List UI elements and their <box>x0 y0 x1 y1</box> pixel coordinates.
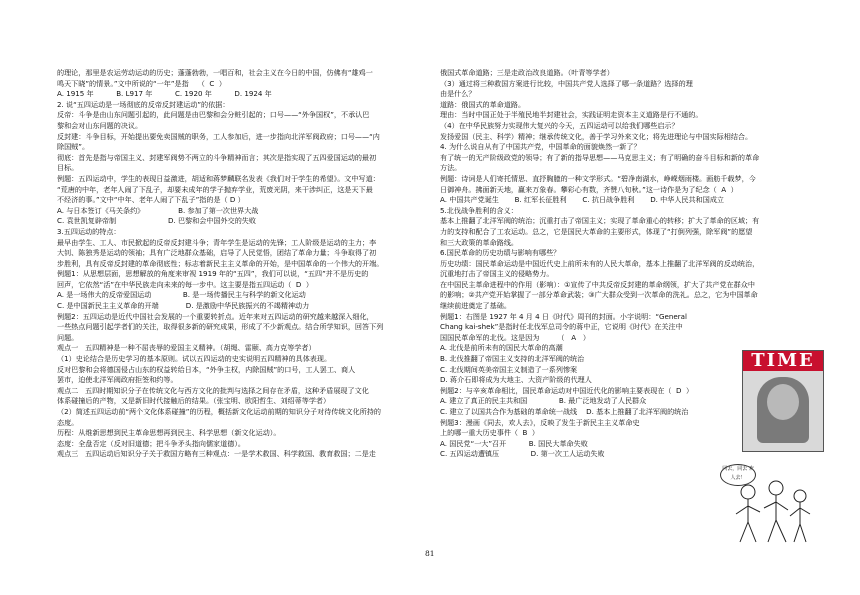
text-line: A. 1915 年 B. L917 年 C. 1920 年 D. 1924 年 <box>57 89 272 99</box>
text-line: 沉重地打击了帝国主义的侵略势力。 <box>440 269 554 279</box>
text-line: 日御神舟。拂面新天地，赢来万象春。攀彩心有数，齐赞八旬秋。”这一诗作是为了纪念（ A ） <box>440 184 738 194</box>
text-line: 彻底：首先是指与帝国主义、封建军阀势不两立的斗争精神而言；其次是指实现了五四爱国运动的最初 <box>57 152 377 162</box>
time-magazine-cover-image <box>742 350 824 452</box>
text-line: C. 是中国新民主主义革命的开端 D. 是激励中华民族振兴的不竭精神动力 <box>57 301 310 311</box>
text-line: 历程：从维新思想到民主革命思想再到民主、科学思想（新文化运动）。 <box>57 428 281 438</box>
text-line: 的影响；②共产党开始掌握了一部分革命武装；③广大群众受到一次革命的洗礼。总之，它为中国革命 <box>440 290 758 300</box>
text-line: 观点三 五四运动后知识分子关于救国方略有三种观点：一是学术救国、科学救国、教育救国；二是走 <box>57 449 376 459</box>
text-line: 罢市，迫使北洋军阀政府拒签和约等。 <box>57 375 178 385</box>
text-line: 有了统一的无产阶级政党的领导；有了新的指导思想——马克思主义；有了明确的奋斗目标和新的革命 <box>440 152 760 162</box>
text-line: 例题2：五四运动是近代中国社会发展的一个重要转折点。近年来对五四运动的研究越来越深入细化， <box>57 311 374 321</box>
text-line: 俄国式革命道路；三是走政治改良道路。（叶青等学者） <box>440 68 614 77</box>
text-line: （2）简述五四运动前“两个文化体系碰撞”的历程，概括新文化运动前期的知识分子对待传统文化所持的 <box>57 407 381 416</box>
text-line: 目标。 <box>57 163 79 173</box>
text-line: 的理论，那里是农运劳动运动的历史；蓬蓬勃勃，一唱百和，社会主义在今日的中国，仿佛有“雄鸡一 <box>57 68 373 77</box>
text-line: C. 袁世凯复辟帝制 D. 巴黎和会中国外交的失败 <box>57 216 256 226</box>
text-line: A. 建立了真正的民主共和国 B. 最广泛地发动了人民群众 <box>440 396 647 406</box>
text-line: 由是什么？ <box>440 89 476 99</box>
text-line: 反对巴黎和会将德国侵占山东的权益转给日本，“外争主权，内除国贼”的口号，工人罢工、商人 <box>57 364 356 374</box>
portrait-face <box>767 384 799 420</box>
text-line: 发扬爱国（民主、科学）精神；继承传统文化，善于学习外来文化；将先进理论与中国实际相结合。 <box>440 131 753 141</box>
text-line: （3）通过将三种救国方案进行比较，中国共产党人选择了哪一条道路？选择的理 <box>440 78 693 88</box>
text-line: 反封建：斗争目标，开始提出要免卖国贼的职务，工人参加后，进一步指向北洋军阀政府；口号——“内 <box>57 131 380 141</box>
cartoon-image <box>708 462 818 548</box>
text-line: 不经济的事。”文中“中年、老年人闹了下乱子”指的是（ D ） <box>57 195 245 205</box>
text-line: B. 北伐推翻了帝国主义支持的北洋军阀的统治 <box>440 354 585 364</box>
text-line: 道路：俄国式的革命道路。 <box>440 99 526 109</box>
left-column <box>57 68 427 460</box>
text-line: C. 五四运动遭镇压 D. 第一次工人运动失败 <box>440 449 605 459</box>
text-line: “荒唐的中年，老年人闹了下乱子，却要未成年的学子抛弃学业，荒废光阴，来干涉纠正，这是天下最 <box>57 184 373 194</box>
text-line: 3.五四运动的特点： <box>57 226 121 236</box>
text-line: C. 北伐期间英美帝国主义制造了一系列惨案 <box>440 364 578 374</box>
text-line: 例题1：右图是 1927 年 4 月 4 日《时代》周刊的封面。小字说明：“General <box>440 311 688 321</box>
text-line: 黎和会对山东问题的决议。 <box>57 120 143 130</box>
text-line: 在中国民主革命进程中的作用（影响）：①宣传了中共反帝反封建的革命纲领，扩大了共产党在群众中 <box>440 279 755 289</box>
text-line: 和三大政策的革命路线。 <box>440 237 519 247</box>
text-line: 鸣天下晓”的情景。”文中所说的“一年”是指 （ C ） <box>57 78 226 88</box>
text-line: 力的支持和配合了工农运动。总之，它是国民大革命的主要形式，体现了“打倒列强，除军阀”的愿望 <box>440 226 753 236</box>
page-number: 81 <box>425 549 435 558</box>
text-line: 4. 为什么说自从有了中国共产党，中国革命的面貌焕然一新了？ <box>440 142 641 152</box>
text-line: 6.国民革命的历史功绩与影响有哪些？ <box>440 248 561 258</box>
text-line: 态度。 <box>57 417 79 427</box>
text-line: 例题：诗词是人们寄托情思、直抒胸臆的一种文学形式。“碧净南湖水，峥嵘烟雨楼。画舫千载梦，今 <box>440 173 756 183</box>
text-line: 例题2：与辛亥革命相比，国民革命运动对中国近代化的影响主要表现在（ D ） <box>440 385 694 395</box>
text-line: A. 与日本签订《马关条约》 B. 参加了第一次世界大战 <box>57 205 259 215</box>
text-line: A. 是一场伟大的反帝爱国运动 B. 是一场传播民主与科学的新文化运动 <box>57 290 306 300</box>
text-line: 理由：当时中国正处于半殖民地半封建社会，实践证明走资本主义道路是行不通的。 <box>440 110 703 120</box>
text-line: （4）在中华民族努力实现伟大复兴的今天，五四运动可以给我们哪些启示？ <box>440 120 679 130</box>
text-line: 一些热点问题引起学者们的关注，取得很多新的研究成果，形成了不少新观点。结合所学知识，回答下列 <box>57 322 384 332</box>
text-line: A. 国民党“一大”召开 B. 国民大革命失败 <box>440 438 588 448</box>
text-line: 反帝：斗争是由山东问题引起的，此问题是由巴黎和会分赃引起的；口号——“外争国权”，不承认巴 <box>57 110 370 120</box>
text-line: 方法。 <box>440 163 462 173</box>
text-line: D. 蒋介石即将成为大地主、大资产阶级的代理人 <box>440 375 592 385</box>
text-line: 国国民革命军的北伐。这是因为 （ A ） <box>440 332 590 342</box>
text-line: 观点二 五四时期知识分子在传统文化与西方文化的批判与选择之间存在矛盾，这种矛盾展现了文化 <box>57 385 369 395</box>
text-line: 2. 说“五四运动是一场彻底的反帝反封建运动”的依据： <box>57 99 230 109</box>
text-line: 例题1：从思想层面，思想解放的角度来审视 1919 年的“五四”，我们可以说，“五四”并不是历史的 <box>57 269 369 279</box>
text-line: 问题。 <box>57 332 79 342</box>
time-masthead: TIME <box>743 351 823 371</box>
text-line: 大钊、陈独秀是运动的领袖；具有广泛地群众基础，启导了人民觉悟，团结了革命力量；斗争取得了初 <box>57 248 377 258</box>
text-line: 继续前进奠定了基础。 <box>440 301 511 311</box>
text-line: 基本上推翻了北洋军阀的统治；沉重打击了帝国主义；实现了革命重心的转移；扩大了革命的区域；有 <box>440 216 760 226</box>
text-line: 体系碰撞后的产物，又是新旧时代接触后的结果。（张宝明、欧阳哲生、刘绍蒂等学者） <box>57 396 331 406</box>
text-line: A. 北伐是前所未有的国民大革命的高潮 <box>440 343 563 353</box>
text-line: A. 中国共产党诞生 B. 红军长征胜利 C. 抗日战争胜利 D. 中华人民共和国成立 <box>440 195 725 205</box>
text-line: 历史功绩：国民革命运动是中国近代史上前所未有的人民大革命，基本上推翻了北洋军阀的反动统治， <box>440 258 760 268</box>
text-line: 回声，它依然“活”在中华民族走向未来的每一步中。这主要是指五四运动（ D ） <box>57 279 313 289</box>
text-line: 上的哪一重大历史事件（ B ） <box>440 428 540 438</box>
text-line: （1）史论结合是历史学习的基本原则。试以五四运动的史实说明五四精神的具体表现。 <box>57 354 332 364</box>
cartoon-speech-bubble: 同去，同去 欢人去！ <box>720 464 756 486</box>
text-line: C. 建立了以国共合作为基础的革命统一战线 D. 基本上推翻了北洋军阀的统治 <box>440 407 689 416</box>
text-line: 除国贼”。 <box>57 142 90 152</box>
text-line: 例题3：漫画《同去，欢人去》，反映了发生于新民主主义革命史 <box>440 417 640 427</box>
text-line: 步胜利，具有反帝反封建的革命彻底性；标志着新民主主义革命的开始，是中国革命的一个伟大的开端。 <box>57 258 384 268</box>
text-line: 态度：全盘否定（反对旧道德；把斗争矛头指向儒家道德）。 <box>57 438 245 448</box>
text-line: Chang kai-shek”是指时任北伐军总司令的蒋中正，它说明《时代》在关注中 <box>440 322 683 332</box>
text-line: 例题：五四运动中，学生的表现日益激进，胡适和蒋梦麟联名发表《我们对于学生的希望》。文中写道： <box>57 173 380 183</box>
text-line: 观点一 五四精神是一种不屈丧辱的爱国主义精神。（胡绳、雷颐、高力克等学者） <box>57 343 316 353</box>
text-line: 最早由学生、工人、市民掀起的反帝反封建斗争；青年学生是运动的先锋；工人阶级是运动的主力；李 <box>57 237 377 247</box>
text-line: 5.北伐战争胜利的含义： <box>440 205 518 215</box>
